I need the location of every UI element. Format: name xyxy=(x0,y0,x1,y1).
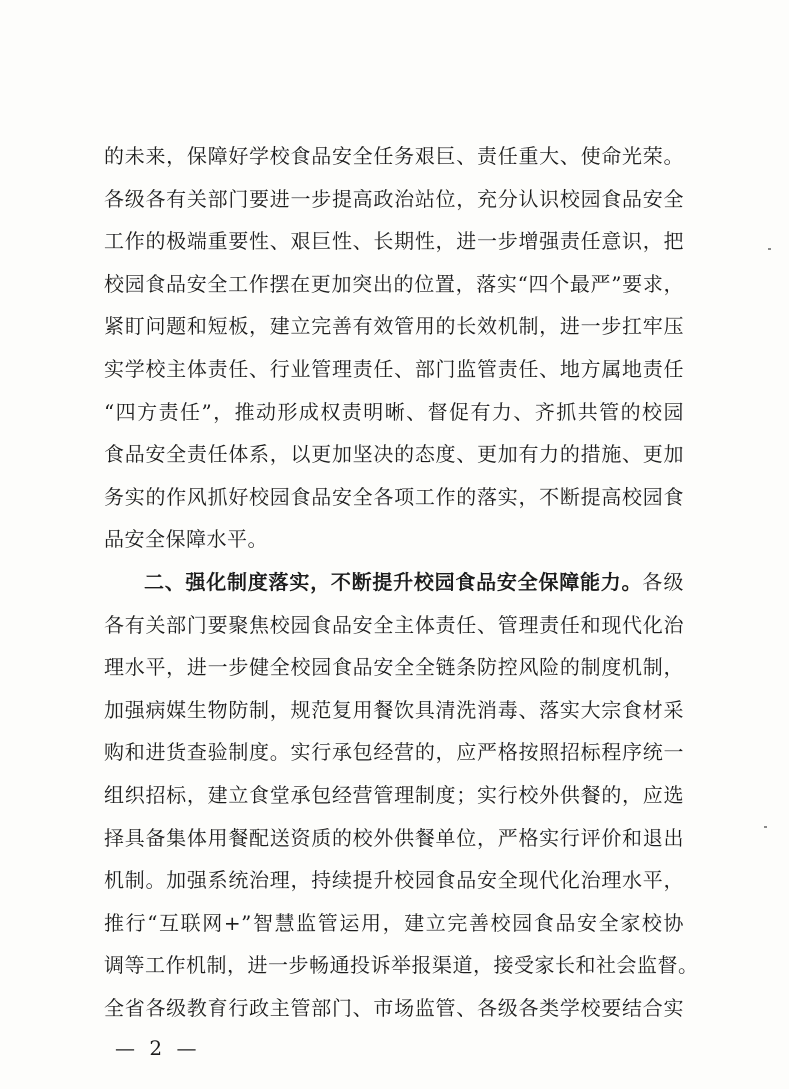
scan-mark xyxy=(764,826,767,828)
paragraph2-line: 购和进货查验制度。实行承包经营的，应严格按照招标程序统一 xyxy=(104,740,684,765)
paragraph2-line: 择具备集体用餐配送资质的校外供餐单位，严格实行评价和退出 xyxy=(104,825,684,850)
paragraph1-line: 紧盯问题和短板，建立完善有效管用的长效机制，进一步扛牢压 xyxy=(104,314,684,339)
paragraph1-line: 务实的作风抓好校园食品安全各项工作的落实，不断提高校园食 xyxy=(104,484,684,509)
paragraph1-line: 工作的极端重要性、艰巨性、长期性，进一步增强责任意识，把 xyxy=(104,229,684,254)
paragraph2-line-extra: 全省各级教育行政主管部门、市场监管、各级各类学校要结合实 xyxy=(104,996,684,1020)
section-heading: 二、强化制度落实，不断提升校园食品安全保障能力。 xyxy=(144,570,643,594)
paragraph2-line: 组织招标，建立食堂承包经营管理制度；实行校外供餐的，应选 xyxy=(104,783,684,807)
paragraph2-line: 理水平，进一步健全校园食品安全全链条防控风险的制度机制， xyxy=(104,655,684,680)
paragraph2-line-extra: 调等工作机制，进一步畅通投诉举报渠道，接受家长和社会监督。 xyxy=(104,953,699,978)
paragraph1-line: 品安全保障水平。 xyxy=(104,527,268,552)
paragraph2-line: 机制。加强系统治理，持续提升校园食品安全现代化治理水平， xyxy=(104,868,684,893)
paragraph1-line: 食品安全责任体系，以更加坚决的态度、更加有力的措施、更加 xyxy=(104,442,684,467)
paragraph2-line: 推行“互联网+”智慧监管运用，建立完善校园食品安全家校协 xyxy=(104,910,684,935)
paragraph1-line: 各级各有关部门要进一步提高政治站位，充分认识校园食品安全 xyxy=(104,186,684,211)
paragraph2-first-line xyxy=(144,562,684,602)
scan-mark xyxy=(768,248,771,250)
paragraph2-line: 加强病媒生物防制，规范复用餐饮具清洗消毒、落实大宗食材采 xyxy=(104,697,684,722)
paragraph1-line: 校园食品安全工作摆在更加突出的位置，落实“四个最严”要求， xyxy=(104,271,684,296)
paragraph2-line: 各有关部门要聚焦校园食品安全主体责任、管理责任和现代化治 xyxy=(104,612,684,637)
paragraph1-line: 的未来，保障好学校食品安全任务艰巨、责任重大、使命光荣。 xyxy=(104,144,684,168)
paragraph1-line: 实学校主体责任、行业管理责任、部门监管责任、地方属地责任 xyxy=(104,357,684,381)
page-number: — 2 — xyxy=(115,1035,201,1060)
paragraph1-line: “四方责任”，推动形成权责明晰、督促有力、齐抓共管的校园 xyxy=(104,399,684,424)
paragraph2-line-tail: 各级 xyxy=(642,570,685,594)
